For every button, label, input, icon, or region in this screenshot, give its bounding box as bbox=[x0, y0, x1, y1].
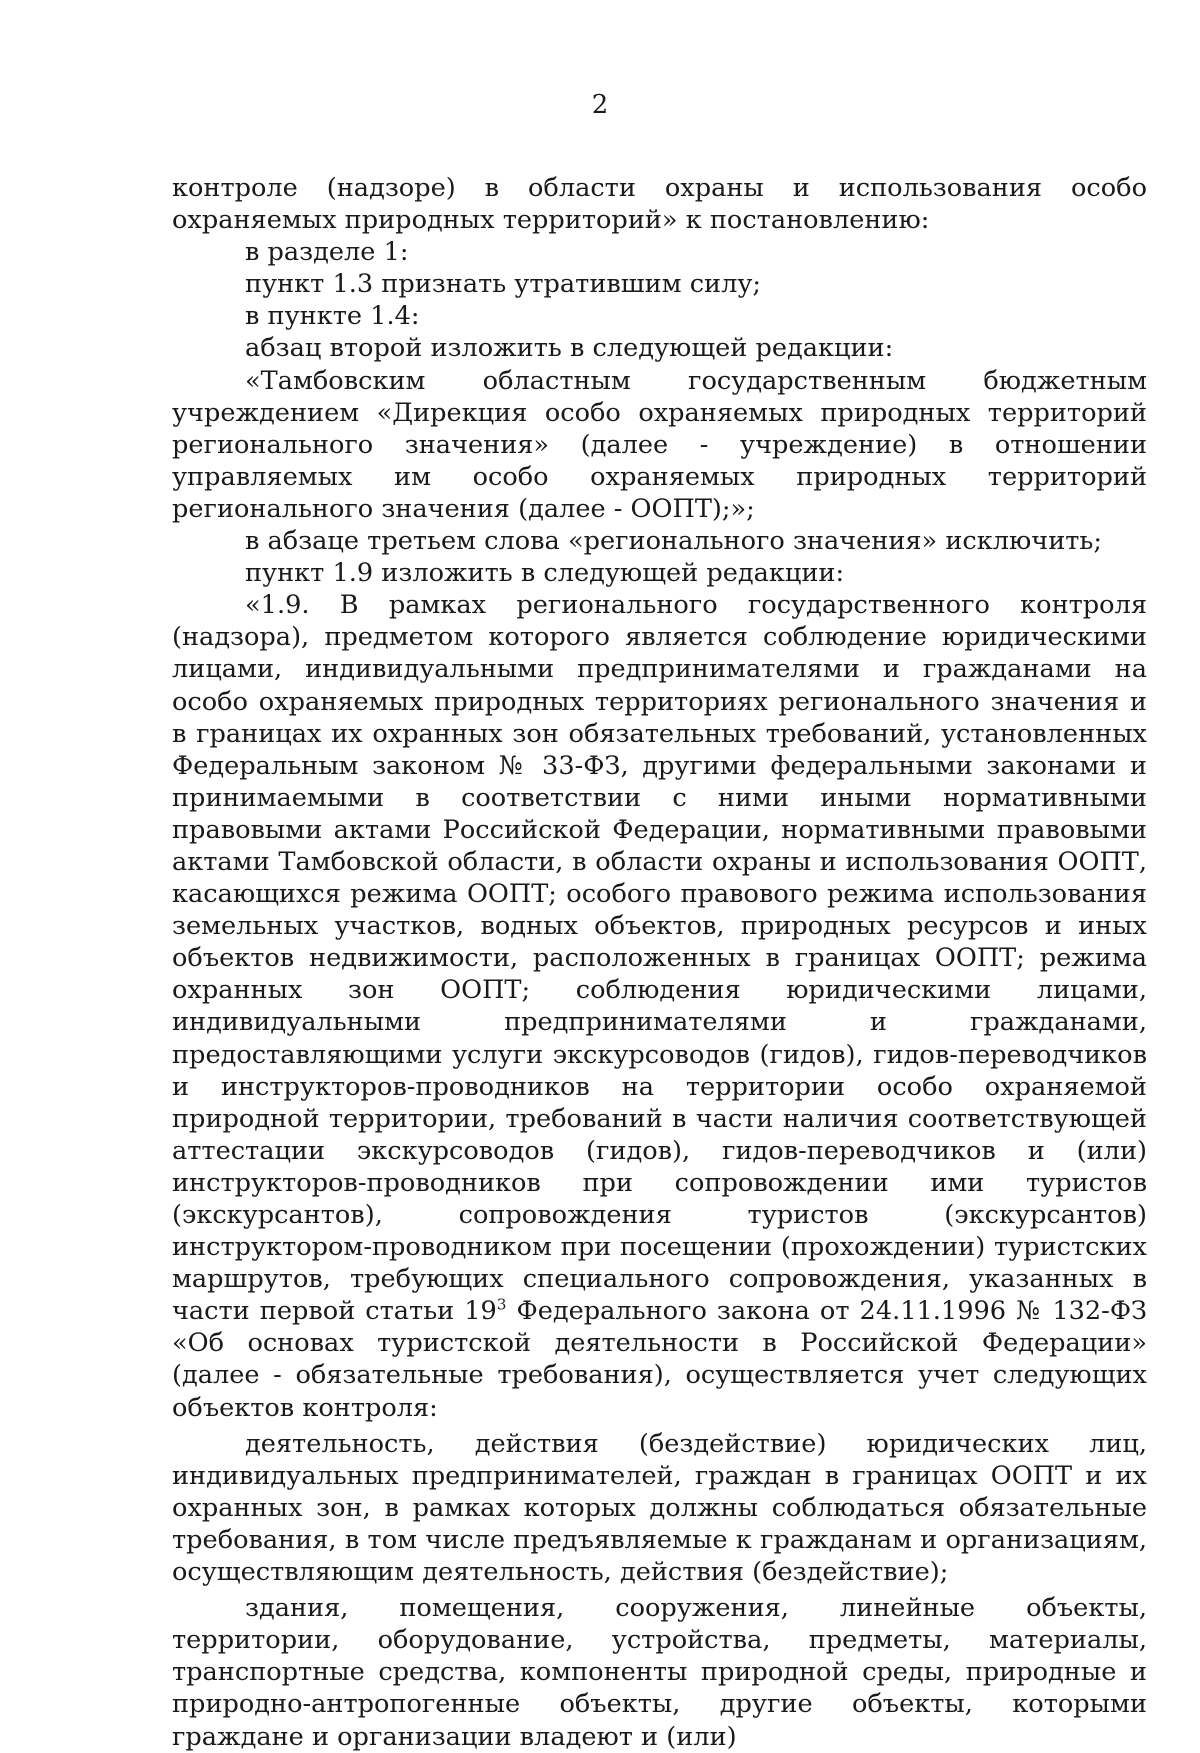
paragraph-quoted-directorate: «Тамбовским областным государственным бюджетным учреждением «Дирекция особо охраняемых природных территорий регионального значения» (далее - учреждение) в отношении управляемых им особо охраняемых природных территорий регионального значения (далее - ООПТ);»; bbox=[172, 365, 1147, 524]
paragraph-section-1: в разделе 1: bbox=[245, 237, 409, 268]
superscript-marker: 3 bbox=[496, 1295, 507, 1314]
paragraph-item-1-9: пункт 1.9 изложить в следующей редакции: bbox=[245, 558, 845, 589]
document-body bbox=[172, 172, 1147, 1753]
paragraph-third-abzac: в абзаце третьем слова «регионального значения» исключить; bbox=[245, 526, 1102, 557]
paragraph-second-abzac: абзац второй изложить в следующей редакции: bbox=[245, 333, 894, 364]
paragraph-item-1-3: пункт 1.3 признать утратившим силу; bbox=[245, 269, 762, 300]
paragraph-item-1-9-text-tail: Федерального закона от 24.11.1996 № 132-ФЗ «Об основах туристской деятельности в Российской Федерации» (далее - обязательные требования), осуществляется учет следующих объектов контроля: bbox=[172, 1296, 1148, 1423]
page-number: 2 bbox=[591, 90, 609, 120]
paragraph-buildings: здания, помещения, сооружения, линейные объекты, территории, оборудование, устройства, предметы, материалы, транспортные средства, компоненты природной среды, природные и природно-антропогенные объекты, другие объекты, которыми граждане и организации владеют и (или) bbox=[172, 1593, 1147, 1752]
paragraph-activities: деятельность, действия (бездействие) юридических лиц, индивидуальных предпринимателей, граждан в границах ООПТ и их охранных зон, в рамках которых должны соблюдаться обязательные требования, в том числе предъявляемые к гражданам и организациям, осуществляющим деятельность, действия (бездействие); bbox=[172, 1428, 1147, 1588]
paragraph-item-1-9-text-main: «1.9. В рамках регионального государственного контроля (надзора), предметом которого является соблюдение юридическими лицами, индивидуальными предпринимателями и гражданами на особо охраняемых природных территориях регионального значения и в границах их охранных зон обязательных требований, установленных Федеральным законом № 33-ФЗ, другими федеральными законами и принимаемыми в соответствии с ними иными нормативными правовыми актами Российской Федерации, нормативными правовыми актами Тамбовской области, в области охраны и использования ООПТ, касающихся режима ООПТ; особого правового режима использования земельных участков, водных объектов, природных ресурсов и иных объектов недвижимости, расположенных в границах ООПТ; режима охранных зон ООПТ; соблюдения юридическими лицами, индивидуальными предпринимателями и гражданами, предоставляющими услуги экскурсоводов (гидов), гидов-переводчиков и инструкторов-проводников на территории особо охраняемой природной территории, требований в части наличия соответствующей аттестации экскурсоводов (гидов), гидов-переводчиков и (или) инструкторов-проводников при сопровождении ими туристов (экскурсантов), сопровождения туристов (экскурсантов) инструктором-проводником при посещении (прохождении) туристских маршрутов, требующих специального сопровождения, указанных в части первой статьи 19 bbox=[172, 590, 1147, 1327]
paragraph-item-1-4: в пункте 1.4: bbox=[245, 301, 420, 332]
paragraph-item-1-9-text bbox=[172, 589, 1147, 1423]
paragraph-continuation: контроле (надзоре) в области охраны и использования особо охраняемых природных территорий» к постановлению: bbox=[172, 173, 1147, 236]
